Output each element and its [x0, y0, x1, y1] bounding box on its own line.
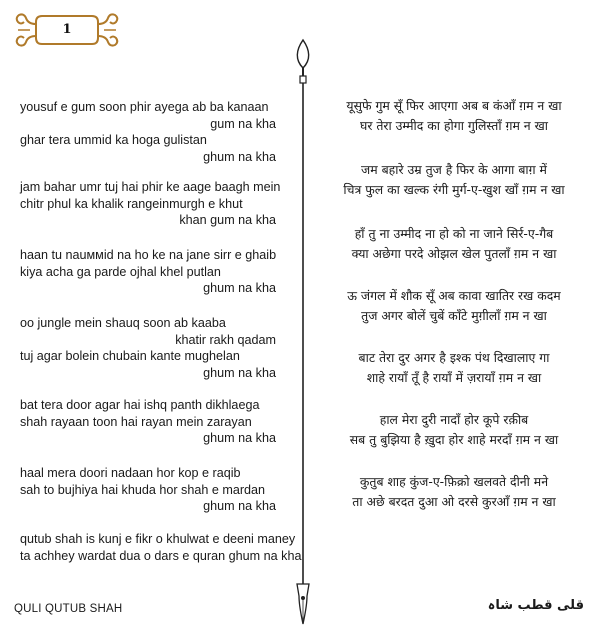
- poem-line-devanagari: शाहे रायाँ तूँ है रायाँ में ज़रायाँ ग़म न खा: [366, 370, 542, 385]
- poem-line-devanagari: ता अछे बरदत दुआ ओ दरसे कुरआँ ग़म न खा: [352, 494, 556, 509]
- poem-line-roman: kiya acha ga parde ojhal khel putlan: [20, 264, 221, 279]
- poem-line-roman: chitr phul ka khalik rangeinmurgh e khut: [20, 196, 243, 211]
- poem-line-roman: gum na kha: [210, 116, 276, 131]
- poem-line-devanagari: क्या अछेगा परदे ओझल खेल पुतलाँ ग़म न खा: [351, 246, 557, 261]
- author-name-urdu: قلی قطب شاہ: [487, 598, 584, 613]
- poem-line-roman: ghum na kha: [203, 149, 276, 164]
- poem-line-roman: khan gum na kha: [179, 213, 276, 227]
- poem-line-devanagari: जम बहारे उम्र तुज है फिर के आगा बाग़ में: [361, 162, 547, 177]
- poem-line-roman: haal mera doori nadaan hor kop e raqib: [20, 466, 241, 480]
- poem-line-devanagari: बाट तेरा दुर अगर है इश्क पंथ दिखालाए गा: [358, 350, 550, 365]
- poem-line-roman: haan tu nauммid na ho ke na jane sirr e ghaib: [20, 248, 277, 262]
- poem-line-devanagari: चित्र फुल का खल्क रंगी मुर्ग-ए-खुश खाँ ग़म न खा: [343, 182, 565, 197]
- author-name-roman: QULI QUTUB SHAH: [14, 603, 123, 615]
- poem-line-roman: shah rayaan toon hai rayan mein zarayan: [20, 414, 252, 429]
- poem-line-roman: ghum na kha: [203, 365, 276, 380]
- poem-line-roman: ghum na kha: [203, 431, 276, 445]
- poem-line-roman: ta achhey wardat dua o dars e quran ghum na kha: [20, 548, 302, 563]
- poem-line-roman: tuj agar bolein chubain kante mughelan: [20, 349, 240, 363]
- poem-line-devanagari: यूसुफे गुम सूँ फिर आएगा अब ब कंआँ ग़म न खा: [346, 98, 562, 113]
- poem-line-roman: bat tera door agar hai ishq panth dikhlaega: [20, 398, 260, 412]
- poem-line-roman: khatir rakh qadam: [175, 332, 276, 347]
- poem-line-roman: qutub shah is kunj e fikr o khulwat e deeni maney: [20, 532, 296, 546]
- poem-line-roman: ghar tera ummid ka hoga gulistan: [20, 133, 207, 147]
- poem-line-roman: jam bahar umr tuj hai phir ke aage baagh mein: [20, 180, 281, 194]
- poem-line-roman: oo jungle mein shauq soon ab kaaba: [20, 316, 226, 330]
- poem-line-roman: sah to bujhiya hai khuda hor shah e mardan: [20, 482, 266, 497]
- poem-line-devanagari: हाल मेरा दुरी नादाँ होर कूपे रक़ीब: [379, 412, 529, 427]
- poem-line-devanagari: तुज अगर बोलें चुबें काँटे मुग़ीलाँ ग़म न खा: [361, 308, 547, 323]
- poem-line-roman: yousuf e gum soon phir ayega ab ba kanaan: [20, 100, 269, 114]
- poem-line-roman: ghum na kha: [203, 281, 276, 295]
- poem-line-devanagari: सब तु बुझिया है ख़ुदा होर शाहे मरदाँ ग़म न खा: [349, 432, 559, 447]
- poem-line-roman: ghum na kha: [203, 499, 276, 513]
- page-number: 1: [62, 22, 72, 37]
- poem-line-devanagari: कुतुब शाह कुंज-ए-फ़िक्रो खलवते दीनी मने: [359, 474, 549, 489]
- poem-line-devanagari: हाँ तु ना उम्मीद ना हो को ना जाने सिर्र-ए-गैब: [354, 226, 554, 241]
- poem-line-devanagari: घर तेरा उम्मीद का होगा गुलिस्ताँ ग़म न खा: [360, 118, 548, 133]
- poem-line-devanagari: ऊ जंगल में शौक सूँ अब कावा खातिर रख कदम: [347, 288, 561, 303]
